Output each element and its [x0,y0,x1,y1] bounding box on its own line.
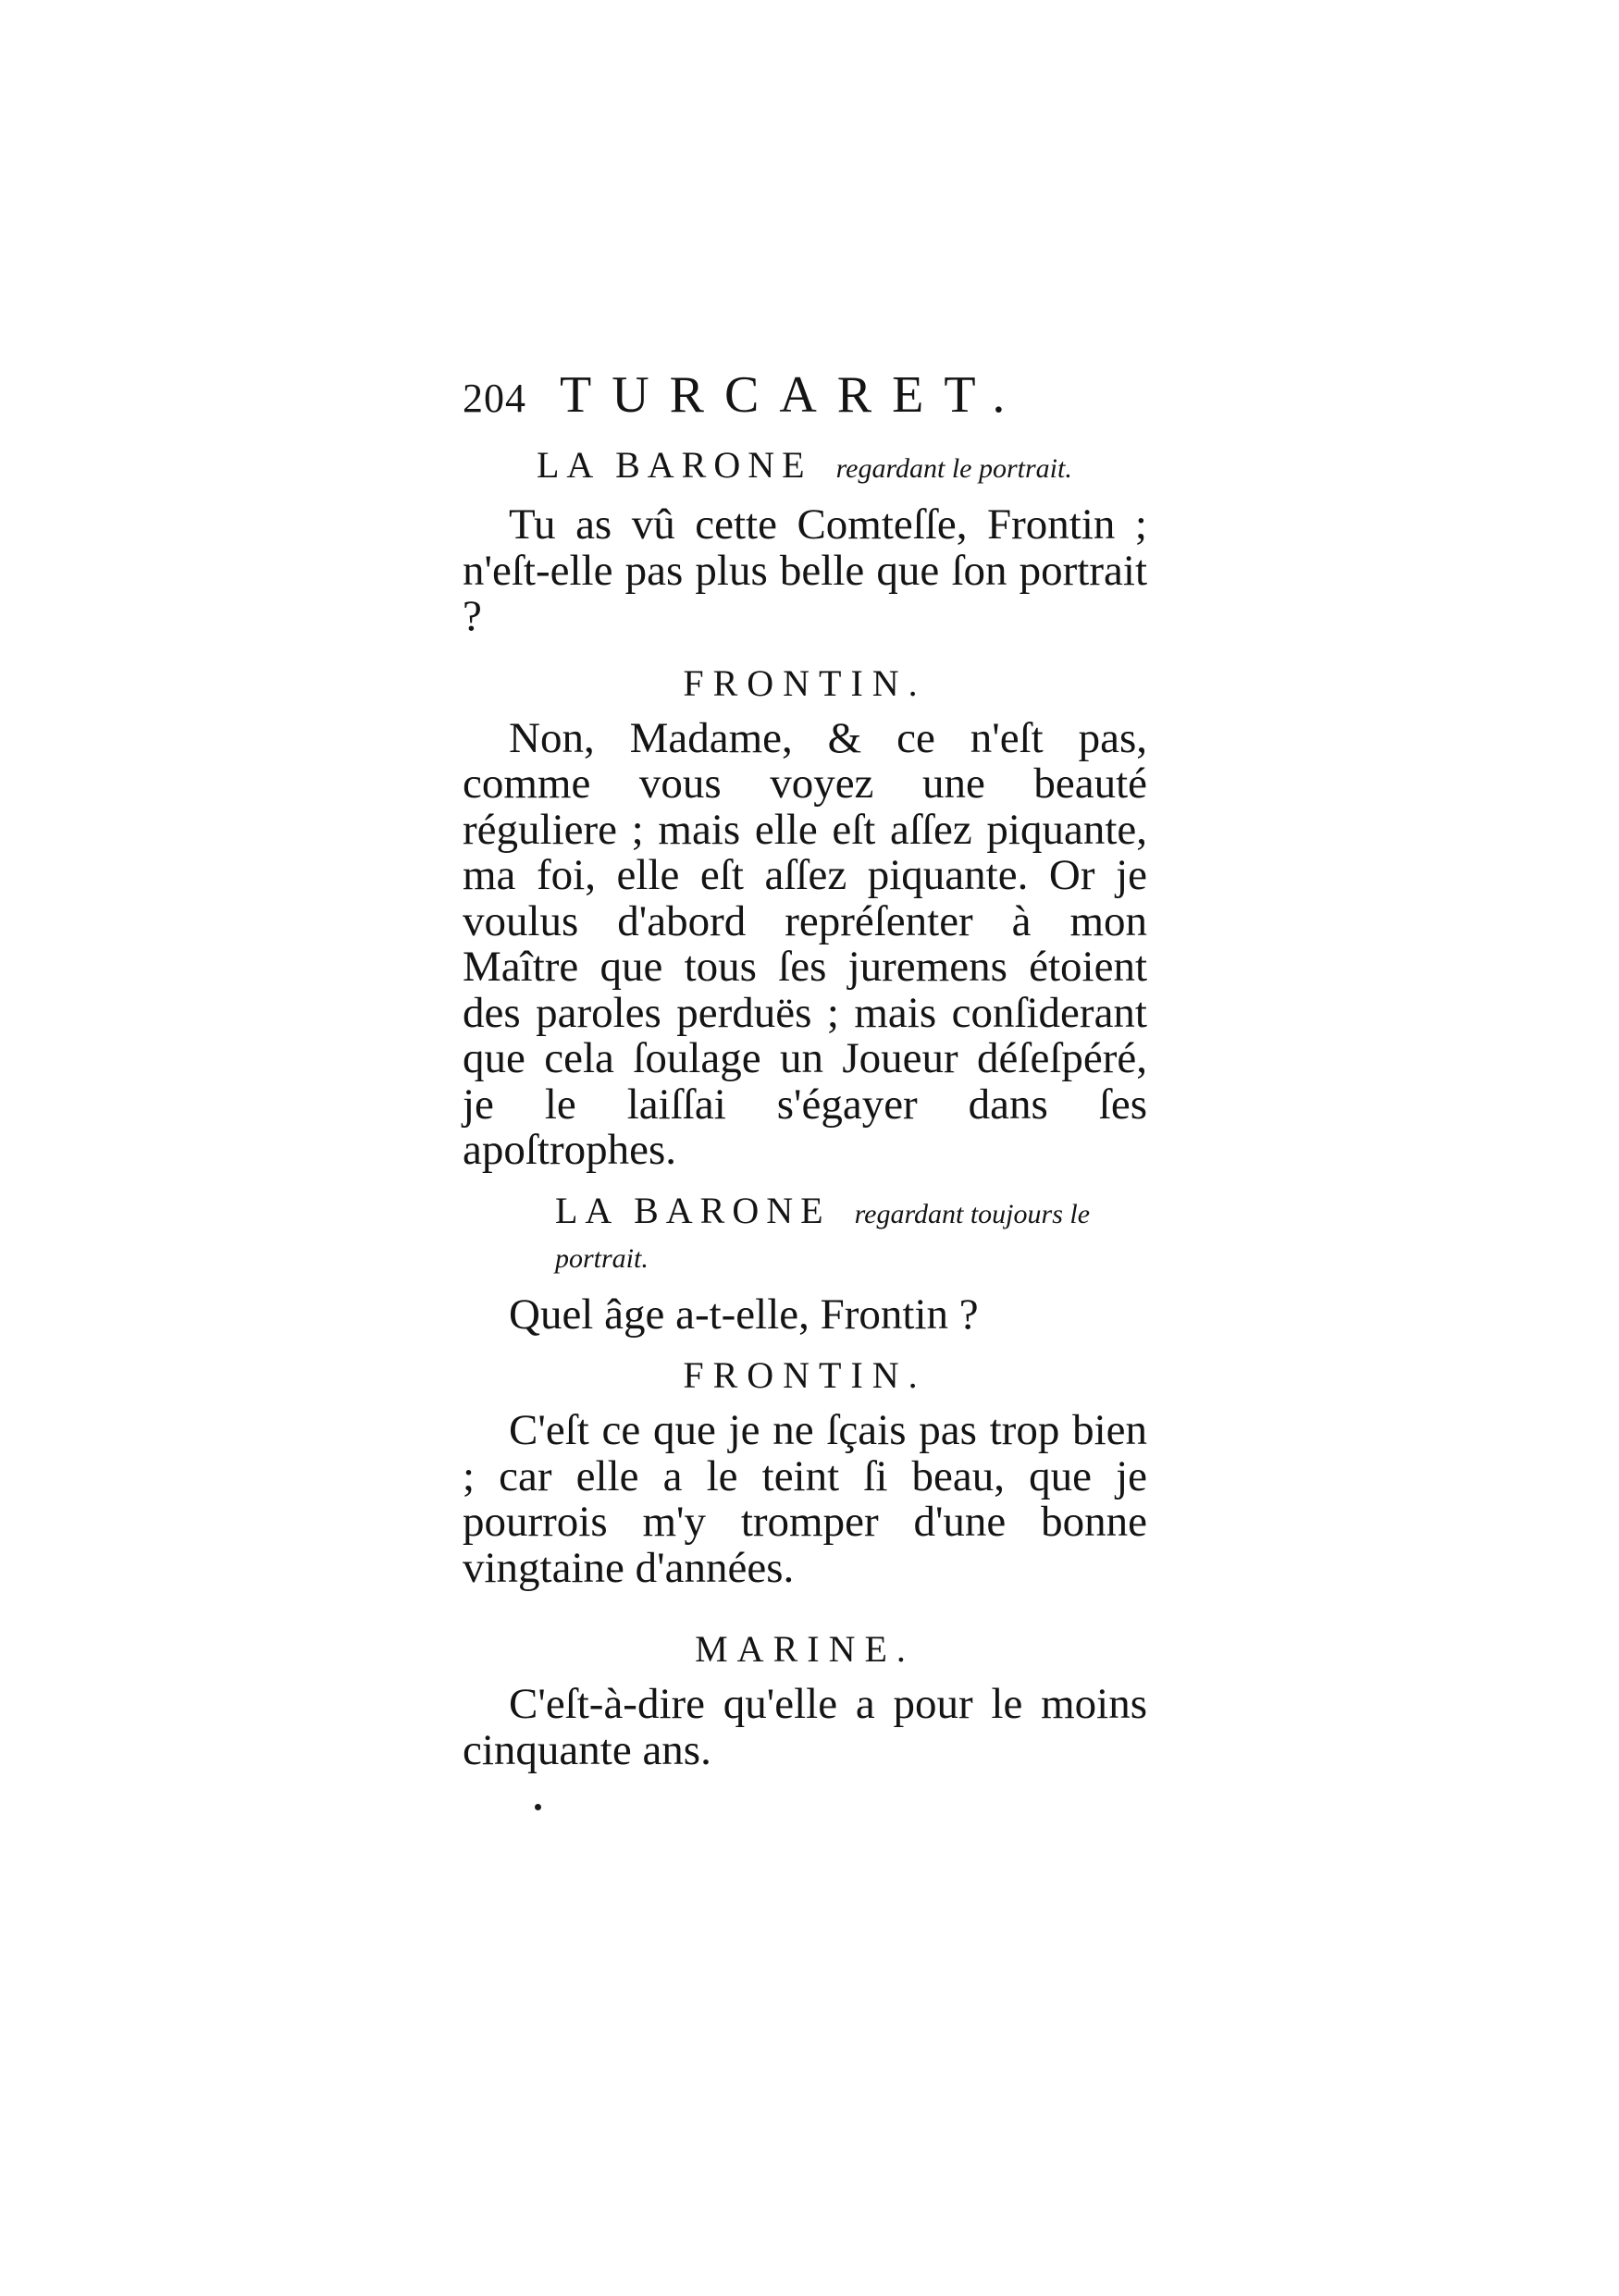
stage-direction: regardant toujours le portrait. [555,1198,1091,1274]
page-number: 204 [463,376,526,421]
speech-text: C'eſt ce que je ne ſçais pas trop bien ; car elle a le teint ſi beau, que je pourrois m'y tromper d'une bonne vingtaine d'années. [463,1406,1147,1592]
speaker-heading: FRONTIN. [683,661,927,704]
speaker-name: LA BARONE [537,444,812,486]
speaker-heading [463,445,1147,489]
stage-direction: regardant le portrait. [835,453,1072,484]
speech-text: Tu as vû cette Comteſſe, Frontin ; n'eſt-elle pas plus belle que ſon portrait ? [463,500,1147,640]
speech-text: Non, Madame, & ce n'eſt pas, comme vous voyez une beauté réguliere ; mais elle eſt aſſez piquante, ma foi, elle eſt aſſez piquante. Or je voulus d'abord repréſenter à mon Maître que tous ſes juremens étoient des paroles perduës ; mais conſiderant que cela ſoulage un Joueur déſeſpéré, je le laiſſai s'égayer dans ſes apoſtrophes. [463,713,1147,1174]
running-title: TURCARET. [560,366,1026,424]
speaker-heading: FRONTIN. [683,1354,927,1396]
speech-text: Quel âge a-t-elle, Frontin ? [509,1290,979,1339]
speaker-heading [463,1191,1147,1279]
speaker-name: LA BARONE [555,1189,831,1231]
print-speck [535,1804,541,1810]
running-head [463,365,1147,439]
speaker-heading: MARINE. [695,1628,915,1670]
page-text-block [463,365,1147,1783]
speech-text: C'eſt-à-dire qu'elle a pour le moins cinquante ans. [463,1680,1147,1774]
